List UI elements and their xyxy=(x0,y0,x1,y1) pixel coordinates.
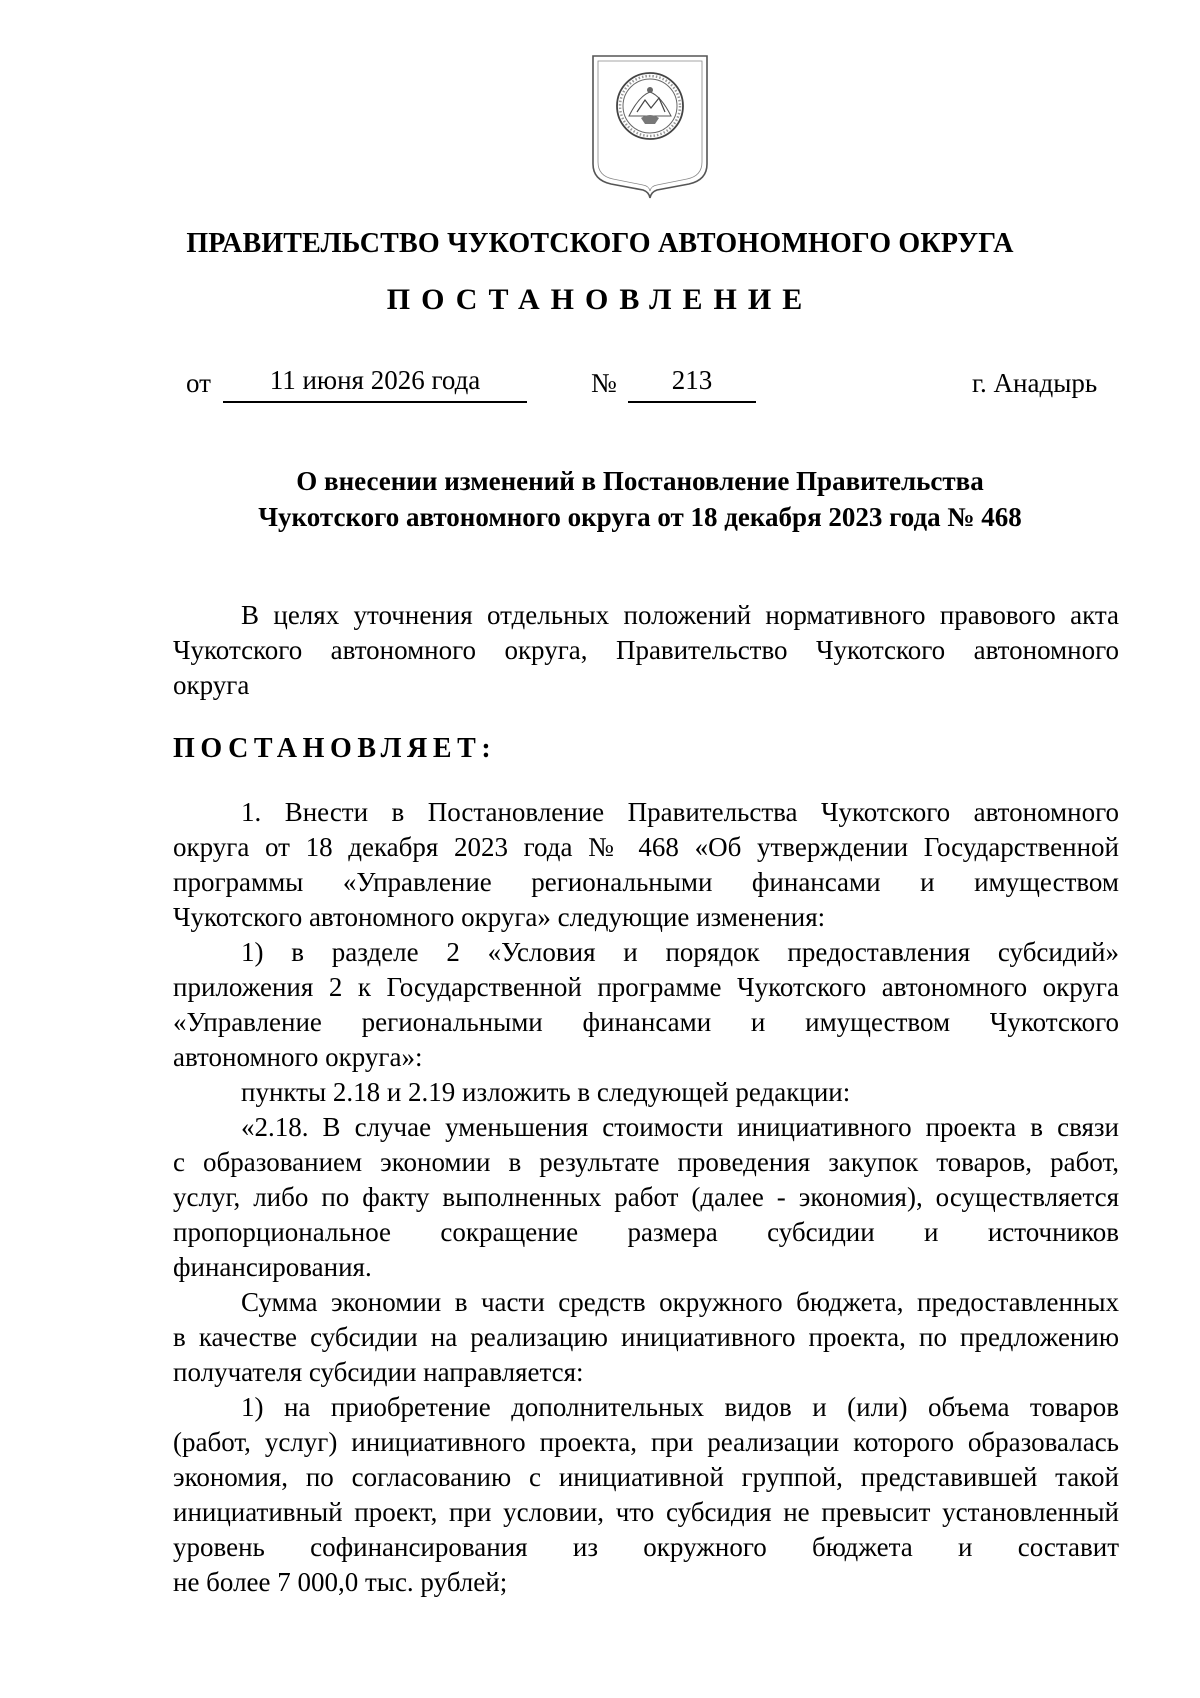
text-line: пункты 2.18 и 2.19 изложить в следующей редакции: xyxy=(241,1077,851,1107)
subject-line: О внесении изменений в Постановление Правительства xyxy=(296,466,984,496)
document-date: 11 июня 2026 года xyxy=(223,365,527,403)
number-sign: № xyxy=(591,368,617,398)
date-prefix: от xyxy=(186,368,211,398)
text-line: с образованием экономии в результате проведения закупок товаров, работ, xyxy=(173,1147,1119,1177)
document-subject xyxy=(160,463,1120,535)
text-line: приложения 2 к Государственной программе Чукотского автономного округа xyxy=(173,972,1119,1002)
text-line: Чукотского автономного округа, Правительство Чукотского автономного xyxy=(173,635,1119,665)
text-line: Чукотского автономного округа» следующие изменения: xyxy=(173,902,826,932)
text-line: уровень софинансирования из окружного бюджета и составит xyxy=(173,1532,1119,1562)
document-number: 213 xyxy=(628,365,756,403)
text-line: В целях уточнения отдельных положений нормативного правового акта xyxy=(241,600,1119,630)
government-title: ПРАВИТЕЛЬСТВО ЧУКОТСКОГО АВТОНОМНОГО ОКРУГА xyxy=(186,228,1014,259)
text-line: 1. Внести в Постановление Правительства Чукотского автономного xyxy=(241,797,1119,827)
text-line: 1) в разделе 2 «Условия и порядок предоставления субсидий» xyxy=(241,937,1119,967)
text-line: 1) на приобретение дополнительных видов и (или) объема товаров xyxy=(241,1392,1119,1422)
document-type-title: ПОСТАНОВЛЕНИЕ xyxy=(386,283,814,316)
text-line: финансирования. xyxy=(173,1252,372,1282)
text-line: «2.18. В случае уменьшения стоимости инициативного проекта в связи xyxy=(241,1112,1119,1142)
decree-keyword: ПОСТАНОВЛЯЕТ: xyxy=(173,733,497,764)
text-line: инициативный проект, при условии, что субсидия не превысит установленный xyxy=(173,1497,1119,1527)
text-line: не более 7 000,0 тыс. рублей; xyxy=(173,1567,508,1597)
text-line: программы «Управление региональными финансами и имуществом xyxy=(173,867,1119,897)
text-line: пропорциональное сокращение размера субсидии и источников xyxy=(173,1217,1119,1247)
text-line: «Управление региональными финансами и имуществом Чукотского xyxy=(173,1007,1119,1037)
text-line: в качестве субсидии на реализацию инициативного проекта, по предложению xyxy=(173,1322,1119,1352)
text-line: услуг, либо по факту выполненных работ (далее - экономия), осуществляется xyxy=(173,1182,1119,1212)
subject-line: Чукотского автономного округа от 18 декабря 2023 года № 468 xyxy=(258,502,1022,532)
text-line: автономного округа»: xyxy=(173,1042,423,1072)
decree-body xyxy=(173,795,1119,1600)
text-line: (работ, услуг) инициативного проекта, при реализации которого образовалась xyxy=(173,1427,1119,1457)
text-line: округа xyxy=(173,670,250,700)
text-line: Сумма экономии в части средств окружного бюджета, предоставленных xyxy=(241,1287,1119,1317)
text-line: экономия, по согласованию с инициативной группой, представившей такой xyxy=(173,1462,1119,1492)
text-line: получателя субсидии направляется: xyxy=(173,1357,584,1387)
preamble-paragraph xyxy=(173,598,1119,703)
text-line: округа от 18 декабря 2023 года № 468 «Об утверждении Государственной xyxy=(173,832,1119,862)
coat-of-arms-emblem xyxy=(589,52,711,202)
document-city: г. Анадырь xyxy=(972,368,1098,398)
